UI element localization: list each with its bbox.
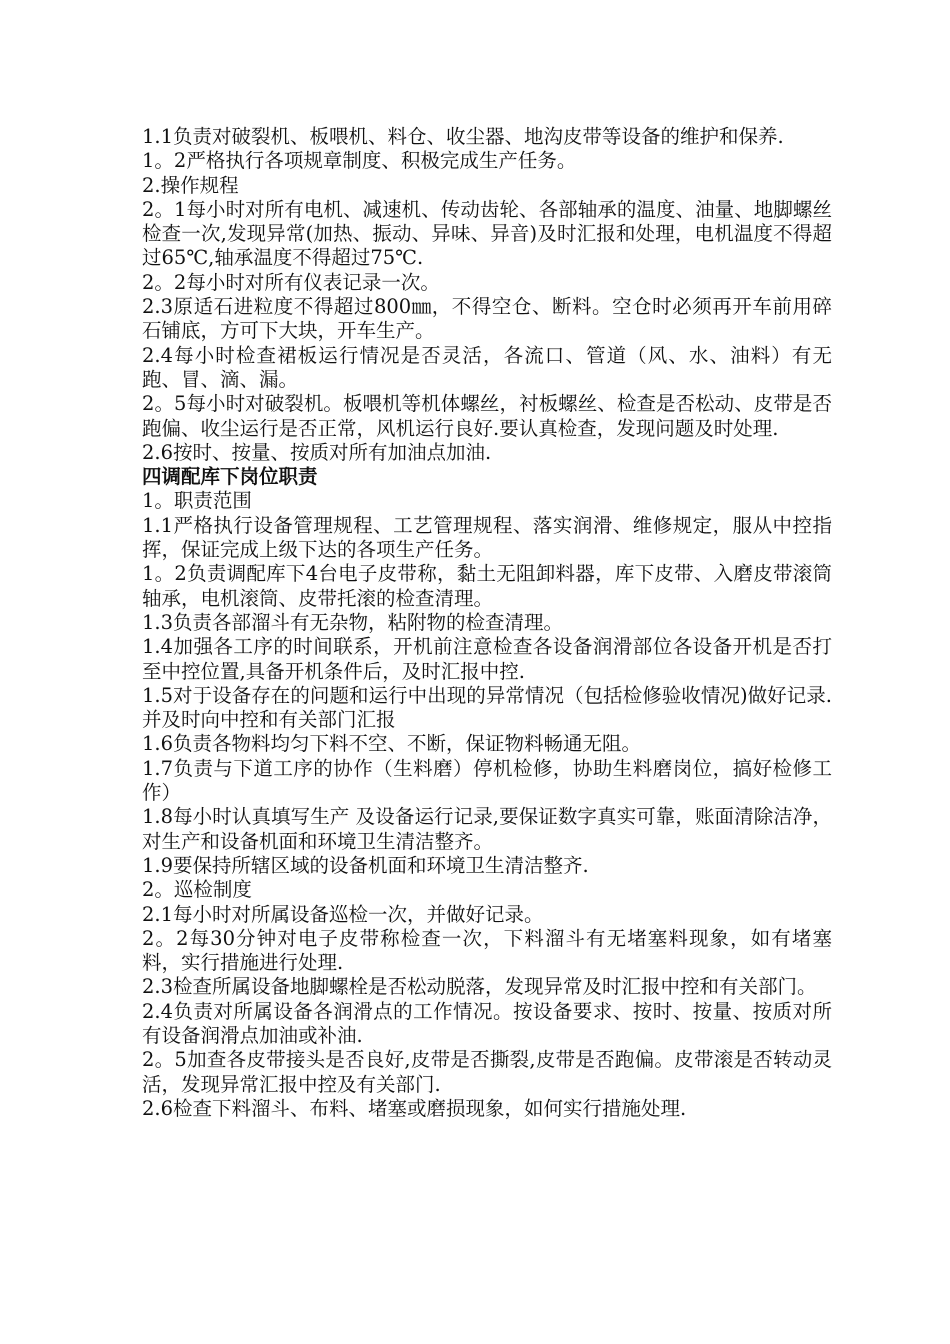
paragraph-4-1-9: 1.9要保持所辖区域的设备机面和环境卫生清洁整齐. bbox=[142, 853, 589, 877]
paragraph-4-1-8: 1.8每小时认真填写生产 及设备运行记录,要保证数字真实可靠，账面清除洁净，对生产和设备机面和环境卫生清洁整齐。 bbox=[142, 805, 832, 853]
paragraph-4-2-6: 2.6检查下料溜斗、布料、堵塞或磨损现象，如何实行措施处理. bbox=[142, 1096, 687, 1120]
paragraph-1-2: 1。2严格执行各项规章制度、积极完成生产任务。 bbox=[142, 149, 577, 173]
paragraph-4-1-3: 1.3负责各部溜斗有无杂物，粘附物的检查清理。 bbox=[142, 610, 564, 634]
paragraph-4-1-2: 1。2负责调配库下4台电子皮带称，黏土无阻卸料器，库下皮带、入磨皮带滚筒轴承，电机滚筒、皮带托滚的检查清理。 bbox=[142, 562, 832, 610]
section-inspection-system: 2。巡检制度 bbox=[142, 878, 252, 902]
section-responsibility-scope: 1。职责范围 bbox=[142, 489, 252, 513]
paragraph-4-1-5: 1.5对于设备存在的问题和运行中出现的异常情况（包括检修验收情况)做好记录.并及时向中控和有关部门汇报 bbox=[142, 683, 832, 732]
section-operation-rules: 2.操作规程 bbox=[142, 173, 239, 197]
paragraph-4-1-7: 1.7负责与下道工序的协作（生料磨）停机检修，协助生料磨岗位，搞好检修工作） bbox=[142, 756, 832, 805]
document-page bbox=[142, 125, 832, 1121]
paragraph-4-1-1: 1.1严格执行设备管理规程、工艺管理规程、落实润滑、维修规定，服从中控指挥，保证完成上级下达的各项生产任务。 bbox=[142, 513, 832, 562]
paragraph-2-6: 2.6按时、按量、按质对所有加油点加油. bbox=[142, 440, 492, 464]
paragraph-4-2-4: 2.4负责对所属设备各润滑点的工作情况。按设备要求、按时、按量、按质对所有设备润滑点加油或补油. bbox=[142, 999, 832, 1047]
paragraph-2-5: 2。5每小时对破裂机。板喂机等机体螺丝，衬板螺丝、检查是否松动、皮带是否跑偏、收尘运行是否正常，风机运行良好.要认真检查，发现问题及时处理. bbox=[142, 392, 832, 440]
paragraph-4-1-6: 1.6负责各物料均匀下料不空、不断，保证物料畅通无阻。 bbox=[142, 732, 642, 756]
paragraph-2-3: 2.3原适石进粒度不得超过800㎜，不得空仓、断料。空仓时必须再开车前用碎石铺底，方可下大块，开车生产。 bbox=[142, 295, 832, 343]
section-heading-4: 四调配库下岗位职责 bbox=[142, 465, 318, 489]
paragraph-2-4: 2.4每小时检查裙板运行情况是否灵活，各流口、管道（风、水、油料）有无跑、冒、滴、漏。 bbox=[142, 343, 832, 391]
paragraph-4-1-4: 1.4加强各工序的时间联系，开机前注意检查各设备润滑部位各设备开机是否打至中控位置,具备开机条件后，及时汇报中控. bbox=[142, 635, 832, 683]
paragraph-1-1: 1.1负责对破裂机、板喂机、料仓、收尘器、地沟皮带等设备的维护和保养. bbox=[142, 125, 784, 148]
paragraph-2-2: 2。2每小时对所有仪表记录一次。 bbox=[142, 270, 440, 294]
paragraph-4-2-2: 2。2每30分钟对电子皮带称检查一次，下料溜斗有无堵塞料现象，如有堵塞料，实行措施进行处理. bbox=[142, 926, 832, 975]
paragraph-4-2-5: 2。5加查各皮带接头是否良好,皮带是否撕裂,皮带是否跑偏。皮带滚是否转动灵活，发现异常汇报中控及有关部门. bbox=[142, 1048, 832, 1096]
paragraph-4-2-1: 2.1每小时对所属设备巡检一次，并做好记录。 bbox=[142, 902, 544, 926]
paragraph-4-2-3: 2.3检查所属设备地脚螺栓是否松动脱落，发现异常及时汇报中控和有关部门。 bbox=[142, 975, 817, 999]
paragraph-2-1: 2。1每小时对所有电机、减速机、传动齿轮、各部轴承的温度、油量、地脚螺丝检查一次,发现异常(加热、振动、异味、异音)及时汇报和处理，电机温度不得超过65℃,轴承温度不得超过75℃. bbox=[142, 197, 832, 270]
